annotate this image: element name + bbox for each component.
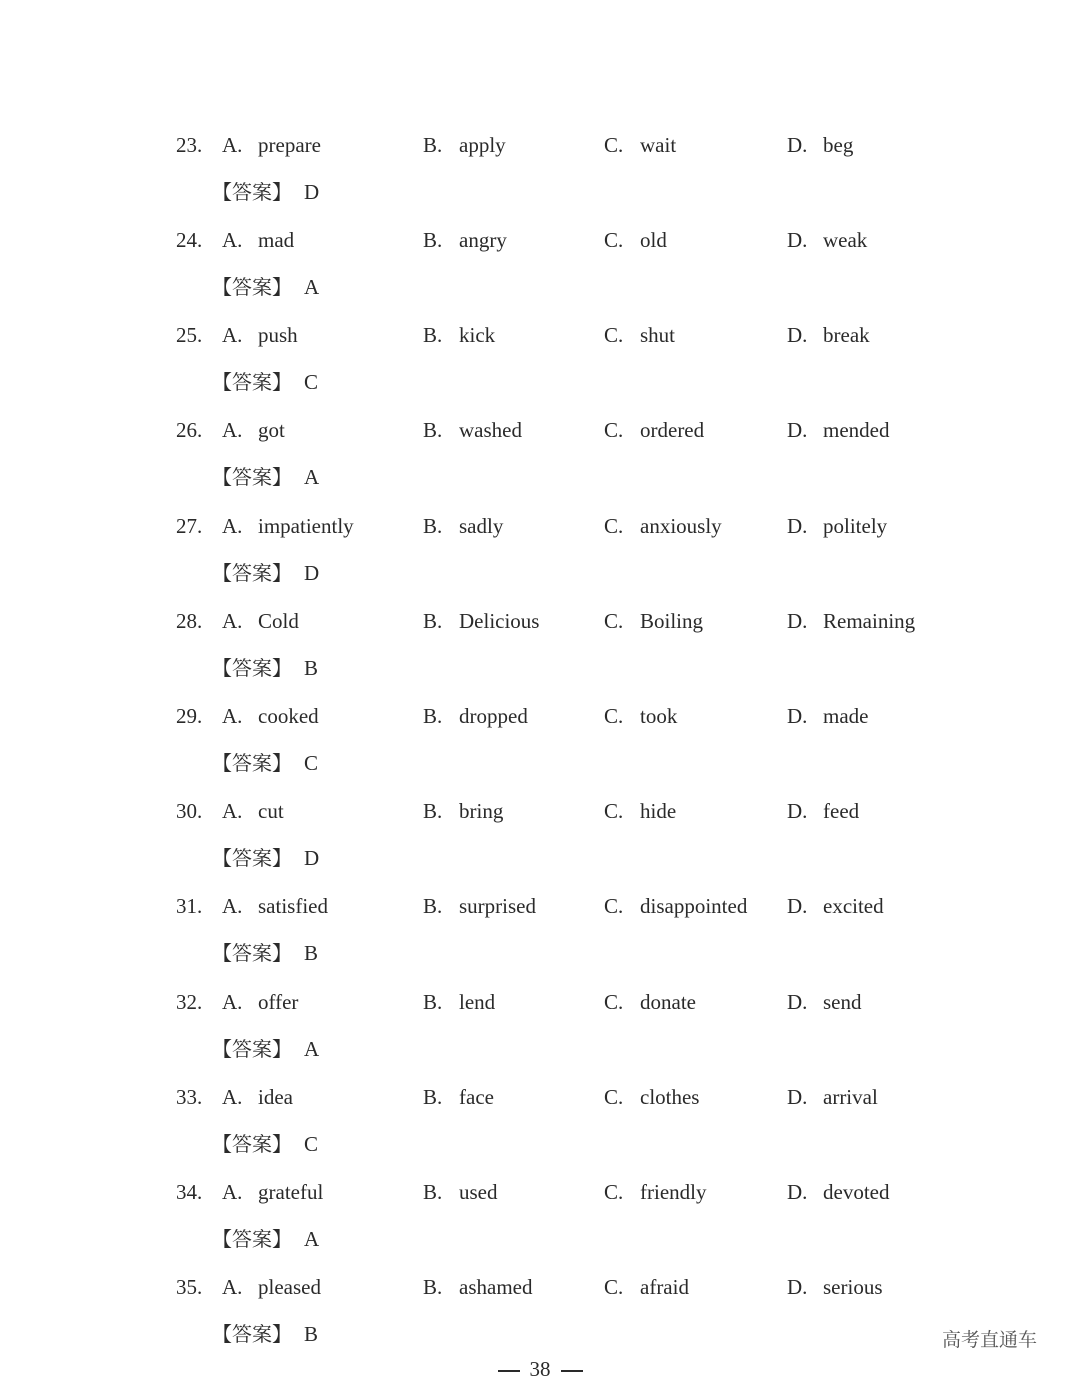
option-d	[787, 222, 868, 258]
answer-value: D	[304, 846, 320, 870]
option-letter: C.	[604, 704, 624, 728]
answer-value: B	[304, 1322, 319, 1346]
option-text: anxiously	[640, 514, 722, 538]
question-row	[0, 603, 1080, 639]
option-letter: B.	[423, 133, 443, 157]
answer-value: B	[304, 941, 319, 965]
option-letter: C.	[604, 418, 624, 442]
option-letter: A.	[222, 133, 243, 157]
question-row	[0, 984, 1080, 1020]
option-text: washed	[459, 418, 522, 442]
option-text: got	[258, 418, 285, 442]
answer-value: D	[304, 180, 320, 204]
option-text: donate	[640, 990, 696, 1014]
option-text: excited	[823, 894, 884, 918]
answer-row	[0, 650, 1080, 686]
option-text: devoted	[823, 1180, 890, 1204]
option-c	[604, 888, 748, 924]
option-c	[604, 984, 696, 1020]
answer-label: 【答案】	[212, 561, 292, 585]
answer-value: D	[304, 561, 320, 585]
option-text: mended	[823, 418, 890, 442]
answer-row	[0, 174, 1080, 210]
answer-value: A	[304, 1037, 320, 1061]
question-row	[0, 793, 1080, 829]
option-letter: D.	[787, 799, 808, 823]
option-text: disappointed	[640, 894, 748, 918]
option-letter: C.	[604, 133, 624, 157]
answer-value: B	[304, 656, 319, 680]
question-row	[0, 698, 1080, 734]
option-text: arrival	[823, 1085, 878, 1109]
option-d	[787, 1079, 878, 1115]
option-d	[787, 1269, 883, 1305]
answer-row	[0, 1221, 1080, 1257]
answer-value: C	[304, 751, 319, 775]
option-letter: D.	[787, 514, 808, 538]
option-letter: A.	[222, 609, 243, 633]
option-text: clothes	[640, 1085, 700, 1109]
option-d	[787, 888, 884, 924]
option-text: mad	[258, 228, 295, 252]
option-text: Boiling	[640, 609, 704, 633]
answer-label: 【答案】	[212, 846, 292, 870]
option-b	[423, 317, 496, 353]
option-text: pleased	[258, 1275, 321, 1299]
option-letter: B.	[423, 1085, 443, 1109]
option-letter: A.	[222, 990, 243, 1014]
answer-value: A	[304, 465, 320, 489]
question-row	[0, 1079, 1080, 1115]
answer-label: 【答案】	[212, 751, 292, 775]
option-text: apply	[459, 133, 506, 157]
option-letter: B.	[423, 799, 443, 823]
option-a	[222, 412, 285, 448]
option-text: prepare	[258, 133, 321, 157]
question-block	[0, 984, 1080, 1079]
option-a	[222, 603, 299, 639]
option-text: push	[258, 323, 298, 347]
question-number: 30.	[176, 799, 203, 823]
answer-value: C	[304, 1132, 319, 1156]
option-text: kick	[459, 323, 496, 347]
option-c	[604, 603, 704, 639]
option-letter: C.	[604, 1275, 624, 1299]
option-text: Cold	[258, 609, 299, 633]
option-letter: C.	[604, 799, 624, 823]
option-d	[787, 127, 854, 163]
option-text: cooked	[258, 704, 319, 728]
option-letter: D.	[787, 894, 808, 918]
option-c	[604, 127, 677, 163]
option-d	[787, 698, 869, 734]
option-letter: B.	[423, 609, 443, 633]
answer-label: 【答案】	[212, 370, 292, 394]
option-text: ordered	[640, 418, 705, 442]
answer-label: 【答案】	[212, 1132, 292, 1156]
question-row	[0, 222, 1080, 258]
question-block	[0, 412, 1080, 507]
option-b	[423, 603, 540, 639]
option-letter: B.	[423, 894, 443, 918]
question-block	[0, 793, 1080, 888]
option-letter: B.	[423, 990, 443, 1014]
option-letter: C.	[604, 990, 624, 1014]
watermark-text: 高考直通车	[942, 1329, 1038, 1351]
option-text: hide	[640, 799, 677, 823]
option-a	[222, 698, 319, 734]
option-a	[222, 888, 328, 924]
option-letter: D.	[787, 323, 808, 347]
page-number: 38	[529, 1357, 551, 1381]
answer-row	[0, 269, 1080, 305]
left-dash	[498, 1370, 520, 1372]
option-c	[604, 1174, 707, 1210]
option-letter: C.	[604, 1180, 624, 1204]
option-letter: B.	[423, 323, 443, 347]
option-letter: C.	[604, 323, 624, 347]
question-number: 29.	[176, 704, 203, 728]
option-letter: D.	[787, 418, 808, 442]
option-text: Delicious	[459, 609, 540, 633]
option-d	[787, 603, 916, 639]
option-d	[787, 412, 890, 448]
option-text: angry	[459, 228, 507, 252]
answer-row	[0, 935, 1080, 971]
option-text: dropped	[459, 704, 528, 728]
option-letter: A.	[222, 418, 243, 442]
option-text: bring	[459, 799, 504, 823]
answer-row	[0, 745, 1080, 781]
option-letter: A.	[222, 799, 243, 823]
question-row	[0, 888, 1080, 924]
option-letter: D.	[787, 990, 808, 1014]
answer-row	[0, 364, 1080, 400]
option-text: sadly	[459, 514, 504, 538]
question-block	[0, 888, 1080, 983]
option-text: shut	[640, 323, 676, 347]
option-text: impatiently	[258, 514, 354, 538]
option-c	[604, 1079, 700, 1115]
option-c	[604, 317, 676, 353]
answer-label: 【答案】	[212, 465, 292, 489]
option-b	[423, 222, 507, 258]
question-block	[0, 1079, 1080, 1174]
option-b	[423, 412, 522, 448]
option-letter: D.	[787, 1275, 808, 1299]
option-letter: B.	[423, 1180, 443, 1204]
question-block	[0, 1174, 1080, 1269]
answer-value: A	[304, 275, 320, 299]
option-letter: C.	[604, 894, 624, 918]
option-text: used	[459, 1180, 498, 1204]
option-letter: B.	[423, 418, 443, 442]
option-text: friendly	[640, 1180, 707, 1204]
option-letter: B.	[423, 228, 443, 252]
option-b	[423, 1269, 533, 1305]
question-number: 24.	[176, 228, 203, 252]
option-text: surprised	[459, 894, 536, 918]
option-letter: A.	[222, 1180, 243, 1204]
option-a	[222, 508, 354, 544]
option-letter: A.	[222, 228, 243, 252]
answer-label: 【答案】	[212, 1322, 292, 1346]
option-letter: A.	[222, 1085, 243, 1109]
answer-row	[0, 1031, 1080, 1067]
question-number: 35.	[176, 1275, 203, 1299]
option-c	[604, 698, 678, 734]
option-b	[423, 1079, 494, 1115]
option-text: satisfied	[258, 894, 328, 918]
question-row	[0, 317, 1080, 353]
option-text: weak	[823, 228, 868, 252]
option-text: grateful	[258, 1180, 324, 1204]
question-number: 31.	[176, 894, 203, 918]
question-block	[0, 317, 1080, 412]
option-text: politely	[823, 514, 888, 538]
option-letter: D.	[787, 1085, 808, 1109]
question-row	[0, 1174, 1080, 1210]
option-letter: B.	[423, 704, 443, 728]
answer-label: 【答案】	[212, 656, 292, 680]
option-text: lend	[459, 990, 496, 1014]
answer-value: A	[304, 1227, 320, 1251]
right-dash	[561, 1370, 583, 1372]
option-text: serious	[823, 1275, 883, 1299]
option-letter: D.	[787, 133, 808, 157]
option-letter: D.	[787, 1180, 808, 1204]
option-a	[222, 793, 284, 829]
answer-label: 【答案】	[212, 1037, 292, 1061]
option-c	[604, 1269, 689, 1305]
option-text: send	[823, 990, 862, 1014]
option-text: offer	[258, 990, 299, 1014]
question-block	[0, 508, 1080, 603]
question-block	[0, 127, 1080, 222]
option-a	[222, 1079, 293, 1115]
question-number: 26.	[176, 418, 203, 442]
option-c	[604, 793, 677, 829]
question-row	[0, 127, 1080, 163]
option-b	[423, 888, 536, 924]
answer-label: 【答案】	[212, 275, 292, 299]
question-number: 23.	[176, 133, 203, 157]
option-text: idea	[258, 1085, 293, 1109]
answer-row	[0, 1126, 1080, 1162]
answer-row	[0, 1316, 1080, 1352]
answer-label: 【答案】	[212, 180, 292, 204]
option-c	[604, 412, 705, 448]
option-letter: D.	[787, 228, 808, 252]
question-number: 33.	[176, 1085, 203, 1109]
option-text: cut	[258, 799, 284, 823]
option-d	[787, 984, 862, 1020]
option-d	[787, 793, 860, 829]
question-row	[0, 508, 1080, 544]
answer-label: 【答案】	[212, 941, 292, 965]
question-row	[0, 1269, 1080, 1305]
option-c	[604, 508, 722, 544]
option-d	[787, 1174, 890, 1210]
option-text: afraid	[640, 1275, 689, 1299]
option-letter: D.	[787, 704, 808, 728]
option-letter: C.	[604, 1085, 624, 1109]
question-block	[0, 603, 1080, 698]
option-text: wait	[640, 133, 677, 157]
option-text: ashamed	[459, 1275, 533, 1299]
option-letter: B.	[423, 514, 443, 538]
option-b	[423, 1174, 498, 1210]
option-letter: A.	[222, 323, 243, 347]
option-b	[423, 984, 496, 1020]
question-block	[0, 1269, 1080, 1364]
question-number: 25.	[176, 323, 203, 347]
option-b	[423, 793, 504, 829]
option-letter: A.	[222, 894, 243, 918]
question-number: 28.	[176, 609, 203, 633]
option-a	[222, 1269, 321, 1305]
option-c	[604, 222, 667, 258]
option-letter: D.	[787, 609, 808, 633]
answer-row	[0, 555, 1080, 591]
answer-row	[0, 840, 1080, 876]
answer-row	[0, 459, 1080, 495]
option-text: old	[640, 228, 667, 252]
option-letter: A.	[222, 514, 243, 538]
question-number: 32.	[176, 990, 203, 1014]
option-a	[222, 317, 298, 353]
option-letter: C.	[604, 228, 624, 252]
option-a	[222, 1174, 324, 1210]
answer-value: C	[304, 370, 319, 394]
answer-label: 【答案】	[212, 1227, 292, 1251]
option-text: beg	[823, 133, 854, 157]
option-letter: C.	[604, 609, 624, 633]
option-b	[423, 508, 504, 544]
option-letter: B.	[423, 1275, 443, 1299]
option-text: made	[823, 704, 869, 728]
question-block	[0, 698, 1080, 793]
option-b	[423, 698, 528, 734]
question-number: 34.	[176, 1180, 203, 1204]
question-row	[0, 412, 1080, 448]
option-d	[787, 508, 888, 544]
option-text: Remaining	[823, 609, 916, 633]
option-letter: C.	[604, 514, 624, 538]
question-number: 27.	[176, 514, 203, 538]
question-block	[0, 222, 1080, 317]
option-a	[222, 984, 299, 1020]
option-text: face	[459, 1085, 494, 1109]
option-text: feed	[823, 799, 860, 823]
option-letter: A.	[222, 1275, 243, 1299]
option-a	[222, 127, 321, 163]
option-b	[423, 127, 506, 163]
option-letter: A.	[222, 704, 243, 728]
option-text: took	[640, 704, 678, 728]
option-text: break	[823, 323, 870, 347]
option-d	[787, 317, 870, 353]
option-a	[222, 222, 295, 258]
